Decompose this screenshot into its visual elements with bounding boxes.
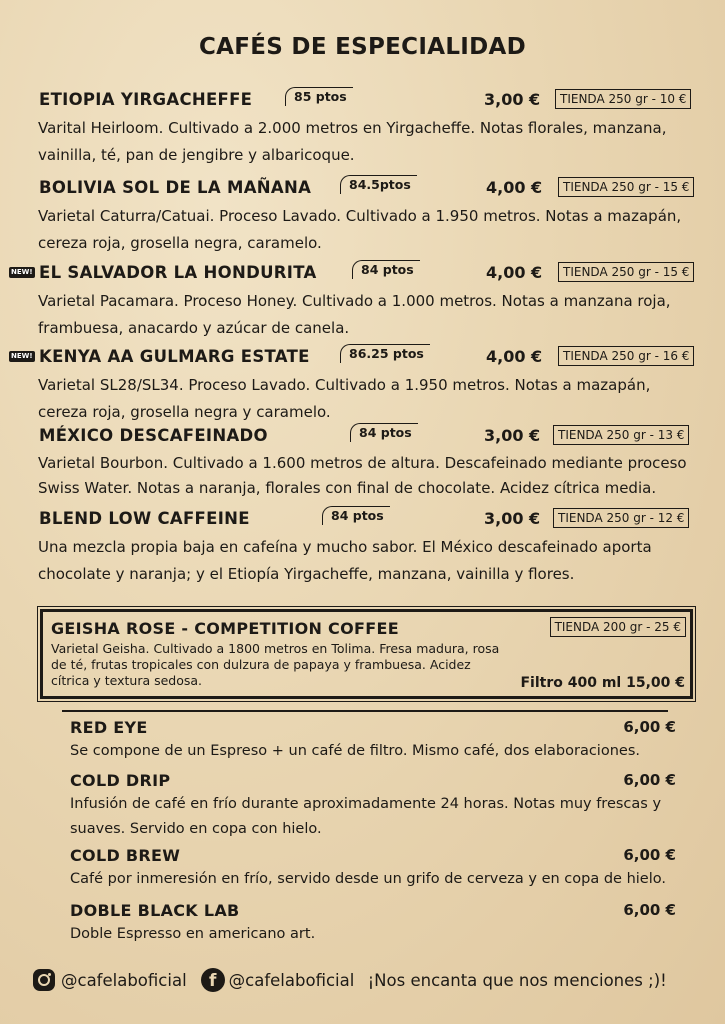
section-divider (62, 710, 668, 712)
featured-coffee-name: GEISHA ROSE - COMPETITION COFFEE (51, 619, 399, 638)
coffee-price: 4,00 € (486, 263, 543, 282)
coffee-score: 84 ptos (350, 423, 418, 442)
new-badge: NEW! (11, 268, 33, 276)
filter-price: Filtro 400 ml 15,00 € (520, 675, 685, 691)
drink-item (70, 718, 680, 764)
coffee-name: BOLIVIA SOL DE LA MAÑANA (39, 178, 312, 197)
instagram-handle[interactable]: @cafelaboficial (61, 970, 187, 990)
facebook-handle[interactable]: @cafelaboficial (228, 970, 355, 990)
coffee-name: EL SALVADOR LA HONDURITA (39, 263, 317, 282)
shop-price-box: TIENDA 250 gr - 15 € (558, 177, 694, 197)
coffee-name: ETIOPIA YIRGACHEFFE (39, 90, 253, 109)
drink-price: 6,00 € (623, 846, 676, 864)
coffee-score: 84 ptos (352, 260, 420, 279)
social-footer (33, 968, 667, 994)
coffee-description: Varietal Caturra/Catuai. Proceso Lavado. Cultivado a 1.950 metros. Notas a mazapán, cereza roja, grosella negra, caramelo. (38, 207, 682, 252)
coffee-item (0, 173, 725, 257)
drink-name: RED EYE (70, 718, 148, 737)
featured-coffee-box (40, 609, 693, 699)
drink-item (70, 846, 680, 892)
shop-price-box: TIENDA 250 gr - 10 € (555, 89, 691, 109)
coffee-price: 4,00 € (486, 347, 543, 366)
featured-coffee-description: Varietal Geisha. Cultivado a 1800 metros en Tolima. Fresa madura, rosa de té, frutas tropicales con dulzura de papaya y frambuesa. Acidez cítrica y textura sedosa. (51, 641, 500, 688)
shop-price-box: TIENDA 200 gr - 25 € (550, 617, 686, 637)
page-title: CAFÉS DE ESPECIALIDAD (198, 34, 527, 60)
shop-price-box: TIENDA 250 gr - 12 € (553, 508, 689, 528)
coffee-name: MÉXICO DESCAFEINADO (39, 426, 268, 445)
coffee-item (0, 421, 725, 501)
coffee-score: 86.25 ptos (340, 344, 430, 363)
drink-description: Doble Espresso en americano art. (70, 926, 316, 942)
coffee-score: 84 ptos (322, 506, 390, 525)
shop-price-box: TIENDA 250 gr - 15 € (558, 262, 694, 282)
coffee-score: 85 ptos (285, 87, 353, 106)
drink-price: 6,00 € (623, 718, 676, 736)
coffee-name: KENYA AA GULMARG ESTATE (39, 347, 310, 366)
coffee-price: 4,00 € (486, 178, 543, 197)
drink-name: COLD DRIP (70, 771, 171, 790)
coffee-description: Varital Heirloom. Cultivado a 2.000 metros en Yirgacheffe. Notas florales, manzana, vainilla, té, pan de jengibre y albaricoque. (38, 119, 667, 164)
shop-price-box: TIENDA 250 gr - 16 € (558, 346, 694, 366)
coffee-price: 3,00 € (484, 90, 541, 109)
drink-description: Infusión de café en frío durante aproximadamente 24 horas. Notas muy frescas y suaves. Servido en copa con hielo. (70, 796, 662, 837)
coffee-name: BLEND LOW CAFFEINE (39, 509, 250, 528)
drink-name: COLD BREW (70, 846, 181, 865)
coffee-description: Varietal Pacamara. Proceso Honey. Cultivado a 1.000 metros. Notas a manzana roja, frambuesa, anacardo y azúcar de canela. (38, 292, 671, 337)
drink-description: Café por inmeresión en frío, servido desde un grifo de cerveza y en copa de hielo. (70, 871, 666, 887)
drink-item (70, 771, 680, 842)
coffee-item (0, 504, 725, 588)
coffee-description: Varietal SL28/SL34. Proceso Lavado. Cultivado a 1.950 metros. Notas a mazapán, cereza roja, grosella negra y caramelo. (38, 376, 651, 421)
coffee-price: 3,00 € (484, 426, 541, 445)
coffee-description: Una mezcla propia baja en cafeína y mucho sabor. El México descafeinado aporta chocolate y naranja; y el Etiopía Yirgacheffe, manzana, vainilla y flores. (38, 538, 652, 583)
drink-item (70, 901, 680, 947)
new-badge: NEW! (11, 352, 33, 360)
instagram-icon[interactable] (33, 969, 55, 991)
coffee-item (0, 342, 725, 426)
drink-name: DOBLE BLACK LAB (70, 901, 240, 920)
drink-description: Se compone de un Espreso + un café de filtro. Mismo café, dos elaboraciones. (70, 743, 640, 759)
coffee-item (0, 258, 725, 342)
mention-message: ¡Nos encanta que nos menciones ;)! (367, 970, 667, 990)
facebook-icon[interactable]: f (201, 968, 225, 992)
coffee-score: 84.5ptos (340, 175, 417, 194)
coffee-item (0, 85, 725, 169)
drink-price: 6,00 € (623, 771, 676, 789)
shop-price-box: TIENDA 250 gr - 13 € (553, 425, 689, 445)
coffee-description: Varietal Bourbon. Cultivado a 1.600 metros de altura. Descafeinado mediante proceso Swiss Water. Notas a naranja, florales con final de chocolate. Acidez cítrica media. (38, 454, 687, 497)
drink-price: 6,00 € (623, 901, 676, 919)
coffee-price: 3,00 € (484, 509, 541, 528)
